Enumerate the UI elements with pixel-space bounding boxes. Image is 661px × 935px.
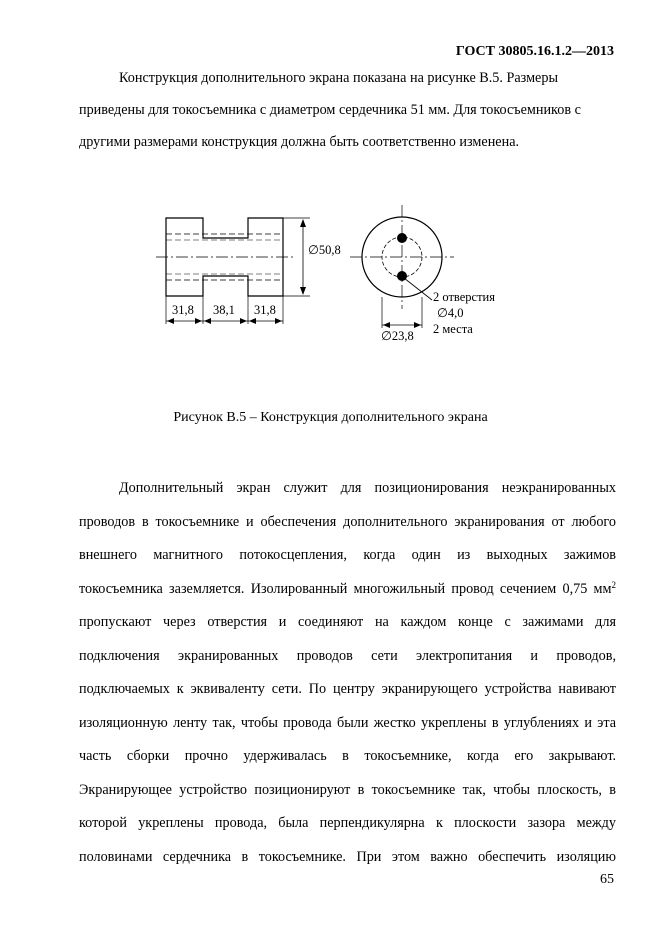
body-line: проводов в токосъемнике и обеспечения дополнительного экранирования от любого [79,513,616,530]
holes-places: 2 места [433,322,473,336]
screen-drawing [150,200,510,350]
body-line: внешнего магнитного потокосцепления, когда один из выходных зажимов [79,547,616,563]
body-line: половинами сердечника в токосъемнике. При этом важно обеспечить изоляцию [79,848,616,865]
body-paragraph [79,472,616,874]
holes-diameter: ∅4,0 [437,306,464,320]
body-line-with-sup [79,573,616,607]
body-line-text: токосъемника заземляется. Изолированный многожильный провод сечением 0,75 мм [79,580,612,597]
body-line: Дополнительный экран служит для позиционирования неэкранированных [119,480,616,496]
figure-caption: Рисунок В.5 – Конструкция дополнительного экрана [173,410,488,425]
intro-line: приведены для токосъемника с диаметром сердечника 51 мм. Для токосъемников с [79,102,581,118]
dim-middle: 38,1 [213,303,235,317]
body-line: изоляционную ленту так, чтобы провода были жестко укреплены в углублениях и эта [79,714,616,731]
page-number: 65 [600,872,614,887]
hole-top [397,233,407,243]
body-line: которой укреплены провода, была перпендикулярна к плоскости зазора между [79,815,616,831]
document-header: ГОСТ 30805.16.1.2—2013 [455,44,614,59]
body-line: часть сборки прочно удерживалась в токосъемнике, когда его закрывают. [79,748,616,764]
dim-inner: ∅23,8 [381,329,414,343]
dim-right: 31,8 [254,303,276,317]
dim-diameter: ∅50,8 [308,243,341,257]
intro-paragraph [79,62,616,158]
intro-line: Конструкция дополнительного экрана показана на рисунке В.5. Размеры [119,70,558,86]
body-line: подключаемых к эквиваленту сети. По центру экранирующего устройства навивают [79,681,616,697]
hole-bottom [397,271,407,281]
body-line: Экранирующее устройство позиционируют в токосъемнике так, чтобы плоскость, в [79,781,616,798]
intro-line: другими размерами конструкция должна быть соответственно изменена. [79,134,520,150]
dim-left: 31,8 [172,303,194,317]
superscript: 2 [611,579,616,590]
holes-label: 2 отверстия [433,290,495,304]
body-line: подключения экранированных проводов сети электропитания и проводов, [79,647,616,664]
body-line: пропускают через отверстия и соединяют на каждом конце с зажимами для [79,614,616,630]
